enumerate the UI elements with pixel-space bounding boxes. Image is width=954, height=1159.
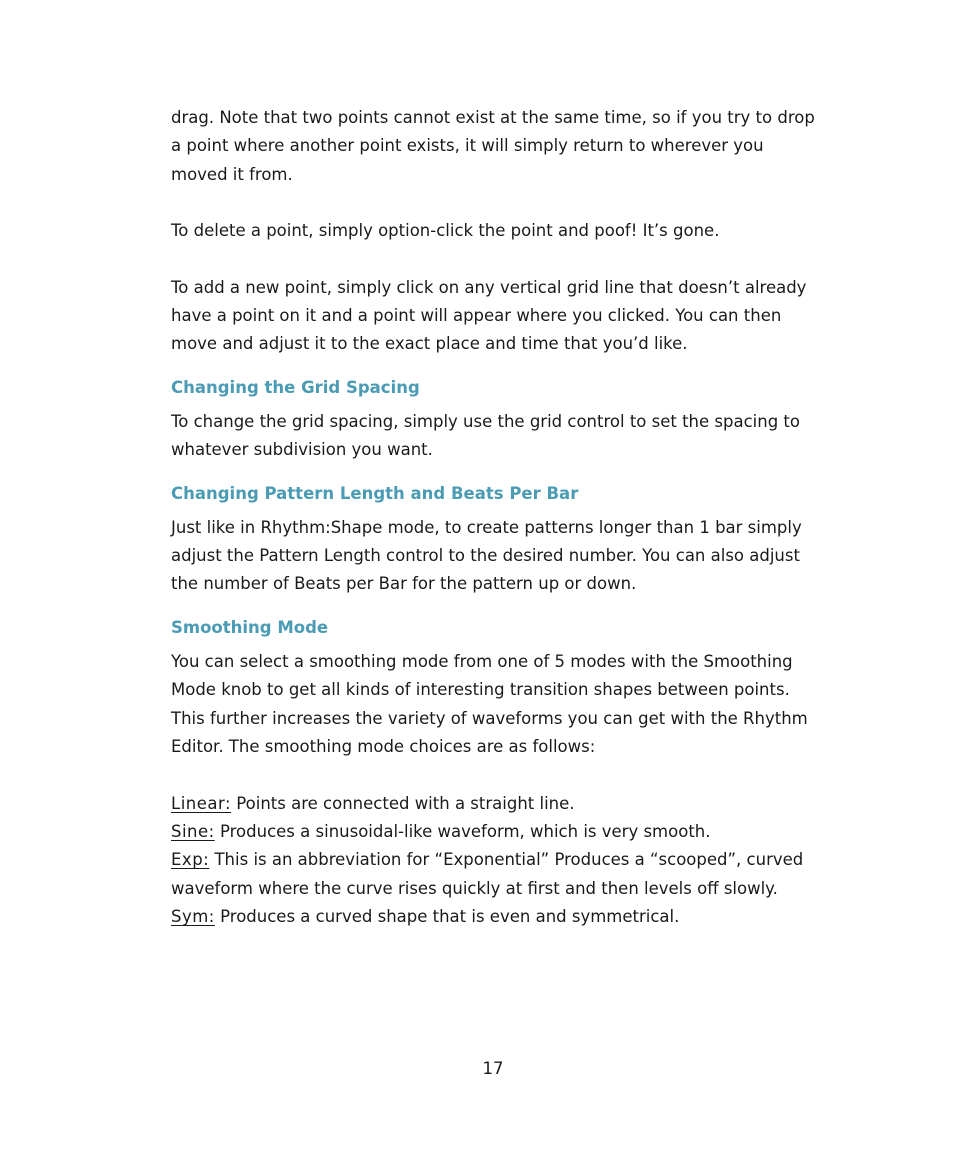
spacer [171,189,823,217]
page-number: 17 [482,1059,504,1078]
delete-point-paragraph: To delete a point, simply option-click the point and poof! It’s gone. [171,221,720,241]
spacer [171,762,823,790]
mode-description-sym: Produces a curved shape that is even and symmetrical. [214,907,680,927]
mode-sym [171,903,823,931]
grid-spacing-paragraph: To change the grid spacing, simply use the grid control to set the spacing to whatever subdivision you want. [171,411,800,460]
mode-term-exp: Exp: [171,850,210,870]
mode-term-sine: Sine: [171,821,215,841]
smoothing-mode-paragraph: You can select a smoothing mode from one of 5 modes with the Smoothing Mode knob to get all kinds of interesting transition shapes between points. This further increases the variety of waveforms you can get with the Rhythm Editor. The smoothing mode choices are as follows: [171,651,808,757]
add-point-paragraph: To add a new point, simply click on any vertical grid line that doesn’t already have a point on it and a point will appear where you clicked. You can then move and adjust it to the exact place and time that you’d like. [171,277,807,354]
mode-linear [171,790,823,818]
smoothing-mode-heading: Smoothing Mode [171,617,329,637]
spacer [171,246,823,274]
mode-sine [171,818,823,846]
mode-description-linear: Points are connected with a straight line. [231,793,575,813]
mode-term-sym: Sym: [171,907,215,927]
continuation-paragraph: drag. Note that two points cannot exist at the same time, so if you try to drop a point where another point exists, it will simply return to wherever you moved it from. [171,108,815,184]
pattern-length-heading: Changing Pattern Length and Beats Per Bar [171,483,579,503]
mode-exp [171,846,823,903]
mode-description-sine: Produces a sinusoidal-like waveform, which is very smooth. [214,821,711,841]
mode-description-exp: This is an abbreviation for “Exponential” Produces a “scooped”, curved waveform where the curve rises quickly at first and then levels off slowly. [171,850,804,898]
pattern-length-paragraph: Just like in Rhythm:Shape mode, to create patterns longer than 1 bar simply adjust the Pattern Length control to the desired number. You can also adjust the number of Beats per Bar for the pattern up or down. [171,517,802,594]
page-content [171,104,823,932]
mode-term-linear: Linear: [171,793,232,813]
grid-spacing-heading: Changing the Grid Spacing [171,377,420,397]
